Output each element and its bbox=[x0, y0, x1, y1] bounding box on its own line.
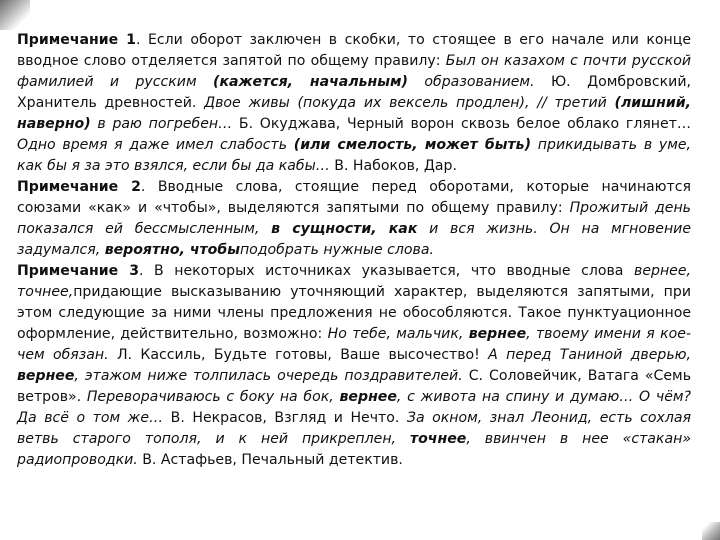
example-text: в раю погребен… bbox=[90, 116, 233, 132]
example-text: , твоему имени я кое-чем обязан. bbox=[17, 326, 692, 363]
highlighted-phrase: вернее bbox=[339, 389, 397, 405]
example-text: , этажом ниже толпилась очередь поздравителей. bbox=[74, 368, 463, 384]
note-2-paragraph bbox=[17, 177, 691, 261]
note-text: придающие высказыванию уточняющий характер, выделяются запятыми, при этом следующие за ними члены предложения не обособляются. Такое пунктуационное оформление, действительно, возможно: bbox=[17, 284, 691, 342]
source-citation: В. Некрасов, Взгляд и Нечто. bbox=[163, 410, 407, 426]
example-text: Переворачиваюсь с боку на бок, bbox=[86, 389, 340, 405]
slide-corner-decoration bbox=[0, 0, 30, 30]
note-text: . В некоторых источниках указывается, что вводные слова bbox=[139, 263, 635, 279]
source-citation: Ю. Домбровский, Хранитель древностей. bbox=[17, 74, 691, 111]
note-text: . Если оборот заключен в скобки, то стоящее в его начале или конце вводное слово отделяется запятой по общему правилу: bbox=[17, 32, 691, 69]
note-label: Примечание 1 bbox=[17, 32, 136, 48]
note-label: Примечание 3 bbox=[17, 263, 139, 279]
highlighted-phrase: в сущности, как bbox=[271, 221, 418, 237]
highlighted-phrase: вернее bbox=[17, 368, 75, 384]
note-text: . Вводные слова, стоящие перед оборотами, которые начинаются союзами «как» и «чтобы», выделяются запятыми по общему правилу: bbox=[17, 179, 691, 216]
example-text: образованием. bbox=[408, 74, 535, 90]
example-text: , с живота на спину и думаю… О чём? Да всё о том же… bbox=[17, 389, 691, 426]
highlighted-phrase: точнее bbox=[409, 431, 467, 447]
slide-corner-decoration bbox=[702, 522, 720, 540]
highlighted-phrase: (лишний, наверно) bbox=[17, 95, 691, 132]
example-text: Был он казахом с почти русской фамилией и русским bbox=[17, 53, 692, 90]
example-text: Двое живы (покуда их вексель продлен), // третий bbox=[204, 95, 615, 111]
example-text: А перед Таниной дверью, bbox=[488, 347, 692, 363]
source-citation: Л. Кассиль, Будьте готовы, Ваше высочество! bbox=[108, 347, 489, 363]
highlighted-phrase: вероятно, чтобы bbox=[104, 242, 240, 258]
example-text: прикидывать в уме, как бы я за это взялся, если бы да кабы… bbox=[17, 137, 691, 174]
source-citation: В. Набоков, Дар. bbox=[329, 158, 457, 174]
example-text: и вся жизнь. Он на мгновение задумался, bbox=[17, 221, 692, 258]
example-text: За окном, знал Леонид, есть сохлая ветвь старого тополя, и к ней прикреплен, bbox=[17, 410, 692, 447]
example-text: Но тебе, мальчик, bbox=[327, 326, 469, 342]
example-text: подобрать нужные слова. bbox=[239, 242, 434, 258]
source-citation: С. Соловейчик, Ватага «Семь ветров». bbox=[17, 368, 691, 405]
example-text: Прожитый день показался ей бессмысленным, bbox=[17, 200, 691, 237]
source-citation: В. Астафьев, Печальный детектив. bbox=[137, 452, 403, 468]
note-3-paragraph bbox=[17, 261, 691, 471]
highlighted-phrase: (кажется, начальным) bbox=[213, 74, 408, 90]
source-citation: Б. Окуджава, Черный ворон сквозь белое облако глянет… bbox=[232, 116, 691, 132]
highlighted-phrase: (или смелость, может быть) bbox=[293, 137, 532, 153]
highlighted-phrase: вернее bbox=[468, 326, 527, 342]
example-text: Одно время я даже имел слабость bbox=[17, 137, 294, 153]
note-label: Примечание 2 bbox=[17, 179, 141, 195]
example-text: вернее, точнее, bbox=[17, 263, 691, 300]
example-text: , ввинчен в нее «стакан» радиопроводки. bbox=[17, 431, 691, 468]
document-body bbox=[17, 30, 691, 471]
note-1-paragraph bbox=[17, 30, 691, 177]
